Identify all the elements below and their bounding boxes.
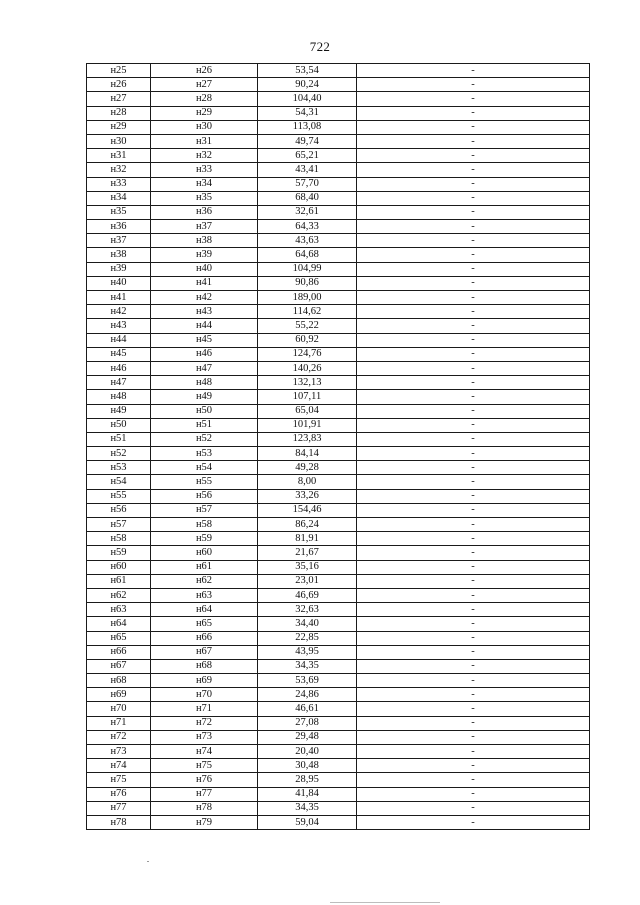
distance-cell: 49,74 [258, 134, 357, 148]
note-cell: - [357, 432, 590, 446]
to-point-cell: н78 [151, 801, 258, 815]
table-row [87, 716, 590, 730]
table-row [87, 220, 590, 234]
note-cell: - [357, 92, 590, 106]
distance-cell: 123,83 [258, 432, 357, 446]
to-point-cell: н58 [151, 518, 258, 532]
to-point-cell: н59 [151, 532, 258, 546]
from-point-cell: н34 [87, 191, 151, 205]
from-point-cell: н44 [87, 333, 151, 347]
distance-cell: 24,86 [258, 688, 357, 702]
from-point-cell: н71 [87, 716, 151, 730]
note-cell: - [357, 106, 590, 120]
from-point-cell: н76 [87, 787, 151, 801]
to-point-cell: н37 [151, 220, 258, 234]
to-point-cell: н66 [151, 631, 258, 645]
from-point-cell: н27 [87, 92, 151, 106]
distance-cell: 86,24 [258, 518, 357, 532]
note-cell: - [357, 645, 590, 659]
table-row [87, 234, 590, 248]
note-cell: - [357, 333, 590, 347]
to-point-cell: н57 [151, 503, 258, 517]
from-point-cell: н31 [87, 149, 151, 163]
note-cell: - [357, 759, 590, 773]
from-point-cell: н58 [87, 532, 151, 546]
to-point-cell: н72 [151, 716, 258, 730]
to-point-cell: н65 [151, 617, 258, 631]
to-point-cell: н69 [151, 674, 258, 688]
table-row [87, 588, 590, 602]
table-row [87, 475, 590, 489]
note-cell: - [357, 276, 590, 290]
note-cell: - [357, 149, 590, 163]
distance-cell: 114,62 [258, 305, 357, 319]
distance-cell: 64,33 [258, 220, 357, 234]
distance-cell: 27,08 [258, 716, 357, 730]
to-point-cell: н28 [151, 92, 258, 106]
distance-cell: 53,69 [258, 674, 357, 688]
note-cell: - [357, 688, 590, 702]
table-row [87, 134, 590, 148]
to-point-cell: н39 [151, 248, 258, 262]
scan-mark [147, 861, 149, 862]
table-row [87, 801, 590, 815]
from-point-cell: н52 [87, 447, 151, 461]
distance-cell: 41,84 [258, 787, 357, 801]
table-row [87, 418, 590, 432]
note-cell: - [357, 546, 590, 560]
distance-cell: 43,41 [258, 163, 357, 177]
from-point-cell: н59 [87, 546, 151, 560]
from-point-cell: н73 [87, 745, 151, 759]
to-point-cell: н47 [151, 361, 258, 375]
to-point-cell: н54 [151, 461, 258, 475]
table-row [87, 319, 590, 333]
note-cell: - [357, 702, 590, 716]
note-cell: - [357, 305, 590, 319]
to-point-cell: н46 [151, 347, 258, 361]
distance-cell: 21,67 [258, 546, 357, 560]
table-row [87, 361, 590, 375]
note-cell: - [357, 404, 590, 418]
from-point-cell: н39 [87, 262, 151, 276]
table-row [87, 518, 590, 532]
from-point-cell: н67 [87, 659, 151, 673]
table-body [87, 64, 590, 830]
note-cell: - [357, 674, 590, 688]
from-point-cell: н75 [87, 773, 151, 787]
from-point-cell: н36 [87, 220, 151, 234]
table-row [87, 390, 590, 404]
table-row [87, 248, 590, 262]
note-cell: - [357, 815, 590, 829]
table-row [87, 305, 590, 319]
to-point-cell: н71 [151, 702, 258, 716]
to-point-cell: н36 [151, 205, 258, 219]
distance-cell: 35,16 [258, 560, 357, 574]
from-point-cell: н66 [87, 645, 151, 659]
distance-cell: 43,63 [258, 234, 357, 248]
to-point-cell: н68 [151, 659, 258, 673]
note-cell: - [357, 631, 590, 645]
table-row [87, 276, 590, 290]
from-point-cell: н46 [87, 361, 151, 375]
table-row [87, 106, 590, 120]
table-row [87, 163, 590, 177]
to-point-cell: н30 [151, 120, 258, 134]
from-point-cell: н41 [87, 291, 151, 305]
to-point-cell: н53 [151, 447, 258, 461]
distance-cell: 60,92 [258, 333, 357, 347]
to-point-cell: н62 [151, 574, 258, 588]
distance-cell: 32,63 [258, 603, 357, 617]
table-row [87, 333, 590, 347]
distance-cell: 22,85 [258, 631, 357, 645]
to-point-cell: н33 [151, 163, 258, 177]
from-point-cell: н48 [87, 390, 151, 404]
distance-cell: 43,95 [258, 645, 357, 659]
table-row [87, 262, 590, 276]
distance-cell: 30,48 [258, 759, 357, 773]
distance-cell: 104,99 [258, 262, 357, 276]
distance-cell: 101,91 [258, 418, 357, 432]
table-row [87, 92, 590, 106]
to-point-cell: н77 [151, 787, 258, 801]
from-point-cell: н78 [87, 815, 151, 829]
note-cell: - [357, 291, 590, 305]
table-row [87, 815, 590, 829]
from-point-cell: н50 [87, 418, 151, 432]
to-point-cell: н32 [151, 149, 258, 163]
table-row [87, 120, 590, 134]
table-row [87, 503, 590, 517]
from-point-cell: н26 [87, 78, 151, 92]
from-point-cell: н30 [87, 134, 151, 148]
table-row [87, 688, 590, 702]
note-cell: - [357, 262, 590, 276]
note-cell: - [357, 560, 590, 574]
distance-cell: 68,40 [258, 191, 357, 205]
note-cell: - [357, 745, 590, 759]
table-row [87, 404, 590, 418]
to-point-cell: н29 [151, 106, 258, 120]
note-cell: - [357, 787, 590, 801]
table-row [87, 546, 590, 560]
note-cell: - [357, 716, 590, 730]
distance-cell: 49,28 [258, 461, 357, 475]
table-row [87, 617, 590, 631]
from-point-cell: н56 [87, 503, 151, 517]
table-row [87, 191, 590, 205]
note-cell: - [357, 588, 590, 602]
to-point-cell: н55 [151, 475, 258, 489]
distance-cell: 28,95 [258, 773, 357, 787]
note-cell: - [357, 475, 590, 489]
table-row [87, 560, 590, 574]
boundary-points-table [86, 63, 590, 830]
to-point-cell: н75 [151, 759, 258, 773]
to-point-cell: н44 [151, 319, 258, 333]
distance-cell: 53,54 [258, 64, 357, 78]
note-cell: - [357, 730, 590, 744]
distance-cell: 84,14 [258, 447, 357, 461]
distance-cell: 154,46 [258, 503, 357, 517]
to-point-cell: н35 [151, 191, 258, 205]
distance-cell: 132,13 [258, 376, 357, 390]
table-row [87, 631, 590, 645]
note-cell: - [357, 120, 590, 134]
table-row [87, 759, 590, 773]
from-point-cell: н45 [87, 347, 151, 361]
note-cell: - [357, 603, 590, 617]
distance-cell: 90,86 [258, 276, 357, 290]
table-row [87, 532, 590, 546]
distance-cell: 29,48 [258, 730, 357, 744]
table-row [87, 603, 590, 617]
to-point-cell: н63 [151, 588, 258, 602]
table-row [87, 787, 590, 801]
to-point-cell: н45 [151, 333, 258, 347]
to-point-cell: н40 [151, 262, 258, 276]
to-point-cell: н50 [151, 404, 258, 418]
note-cell: - [357, 801, 590, 815]
table-row [87, 64, 590, 78]
table-row [87, 432, 590, 446]
to-point-cell: н43 [151, 305, 258, 319]
table-row [87, 291, 590, 305]
from-point-cell: н62 [87, 588, 151, 602]
distance-cell: 65,21 [258, 149, 357, 163]
note-cell: - [357, 659, 590, 673]
table-row [87, 205, 590, 219]
distance-cell: 140,26 [258, 361, 357, 375]
distance-cell: 81,91 [258, 532, 357, 546]
page-number: 722 [309, 39, 331, 54]
distance-cell: 189,00 [258, 291, 357, 305]
distance-cell: 8,00 [258, 475, 357, 489]
table-row [87, 745, 590, 759]
to-point-cell: н56 [151, 489, 258, 503]
from-point-cell: н74 [87, 759, 151, 773]
to-point-cell: н76 [151, 773, 258, 787]
to-point-cell: н61 [151, 560, 258, 574]
distance-cell: 113,08 [258, 120, 357, 134]
to-point-cell: н38 [151, 234, 258, 248]
note-cell: - [357, 319, 590, 333]
distance-cell: 55,22 [258, 319, 357, 333]
to-point-cell: н79 [151, 815, 258, 829]
distance-cell: 107,11 [258, 390, 357, 404]
from-point-cell: н64 [87, 617, 151, 631]
note-cell: - [357, 361, 590, 375]
note-cell: - [357, 376, 590, 390]
to-point-cell: н34 [151, 177, 258, 191]
to-point-cell: н70 [151, 688, 258, 702]
from-point-cell: н68 [87, 674, 151, 688]
distance-cell: 33,26 [258, 489, 357, 503]
table-row [87, 645, 590, 659]
from-point-cell: н32 [87, 163, 151, 177]
to-point-cell: н26 [151, 64, 258, 78]
from-point-cell: н51 [87, 432, 151, 446]
table-row [87, 177, 590, 191]
note-cell: - [357, 191, 590, 205]
to-point-cell: н49 [151, 390, 258, 404]
scan-mark [330, 902, 440, 903]
note-cell: - [357, 773, 590, 787]
note-cell: - [357, 78, 590, 92]
table-row [87, 674, 590, 688]
table-row [87, 659, 590, 673]
table-row [87, 347, 590, 361]
distance-cell: 23,01 [258, 574, 357, 588]
from-point-cell: н60 [87, 560, 151, 574]
note-cell: - [357, 617, 590, 631]
table-row [87, 376, 590, 390]
to-point-cell: н74 [151, 745, 258, 759]
from-point-cell: н37 [87, 234, 151, 248]
from-point-cell: н42 [87, 305, 151, 319]
distance-cell: 46,61 [258, 702, 357, 716]
note-cell: - [357, 163, 590, 177]
distance-cell: 57,70 [258, 177, 357, 191]
from-point-cell: н35 [87, 205, 151, 219]
distance-cell: 34,35 [258, 659, 357, 673]
from-point-cell: н61 [87, 574, 151, 588]
from-point-cell: н69 [87, 688, 151, 702]
note-cell: - [357, 347, 590, 361]
to-point-cell: н31 [151, 134, 258, 148]
table-row [87, 78, 590, 92]
to-point-cell: н41 [151, 276, 258, 290]
note-cell: - [357, 418, 590, 432]
from-point-cell: н77 [87, 801, 151, 815]
from-point-cell: н70 [87, 702, 151, 716]
table-row [87, 489, 590, 503]
from-point-cell: н57 [87, 518, 151, 532]
from-point-cell: н40 [87, 276, 151, 290]
note-cell: - [357, 234, 590, 248]
table-row [87, 574, 590, 588]
to-point-cell: н48 [151, 376, 258, 390]
note-cell: - [357, 177, 590, 191]
distance-cell: 46,69 [258, 588, 357, 602]
table-row [87, 702, 590, 716]
to-point-cell: н60 [151, 546, 258, 560]
note-cell: - [357, 64, 590, 78]
to-point-cell: н52 [151, 432, 258, 446]
note-cell: - [357, 248, 590, 262]
from-point-cell: н47 [87, 376, 151, 390]
note-cell: - [357, 574, 590, 588]
from-point-cell: н63 [87, 603, 151, 617]
table-row [87, 730, 590, 744]
from-point-cell: н55 [87, 489, 151, 503]
from-point-cell: н28 [87, 106, 151, 120]
distance-cell: 124,76 [258, 347, 357, 361]
from-point-cell: н72 [87, 730, 151, 744]
table-row [87, 149, 590, 163]
distance-cell: 54,31 [258, 106, 357, 120]
distance-cell: 20,40 [258, 745, 357, 759]
table-row [87, 773, 590, 787]
from-point-cell: н54 [87, 475, 151, 489]
to-point-cell: н51 [151, 418, 258, 432]
from-point-cell: н43 [87, 319, 151, 333]
distance-cell: 90,24 [258, 78, 357, 92]
to-point-cell: н67 [151, 645, 258, 659]
to-point-cell: н73 [151, 730, 258, 744]
note-cell: - [357, 205, 590, 219]
from-point-cell: н33 [87, 177, 151, 191]
distance-cell: 59,04 [258, 815, 357, 829]
note-cell: - [357, 220, 590, 234]
to-point-cell: н42 [151, 291, 258, 305]
to-point-cell: н27 [151, 78, 258, 92]
table-row [87, 447, 590, 461]
from-point-cell: н25 [87, 64, 151, 78]
note-cell: - [357, 532, 590, 546]
distance-cell: 32,61 [258, 205, 357, 219]
distance-cell: 34,35 [258, 801, 357, 815]
note-cell: - [357, 134, 590, 148]
distance-cell: 34,40 [258, 617, 357, 631]
from-point-cell: н38 [87, 248, 151, 262]
distance-cell: 65,04 [258, 404, 357, 418]
note-cell: - [357, 503, 590, 517]
note-cell: - [357, 461, 590, 475]
distance-cell: 64,68 [258, 248, 357, 262]
from-point-cell: н29 [87, 120, 151, 134]
note-cell: - [357, 390, 590, 404]
from-point-cell: н53 [87, 461, 151, 475]
distance-cell: 104,40 [258, 92, 357, 106]
note-cell: - [357, 489, 590, 503]
note-cell: - [357, 518, 590, 532]
from-point-cell: н65 [87, 631, 151, 645]
note-cell: - [357, 447, 590, 461]
from-point-cell: н49 [87, 404, 151, 418]
table-row [87, 461, 590, 475]
to-point-cell: н64 [151, 603, 258, 617]
